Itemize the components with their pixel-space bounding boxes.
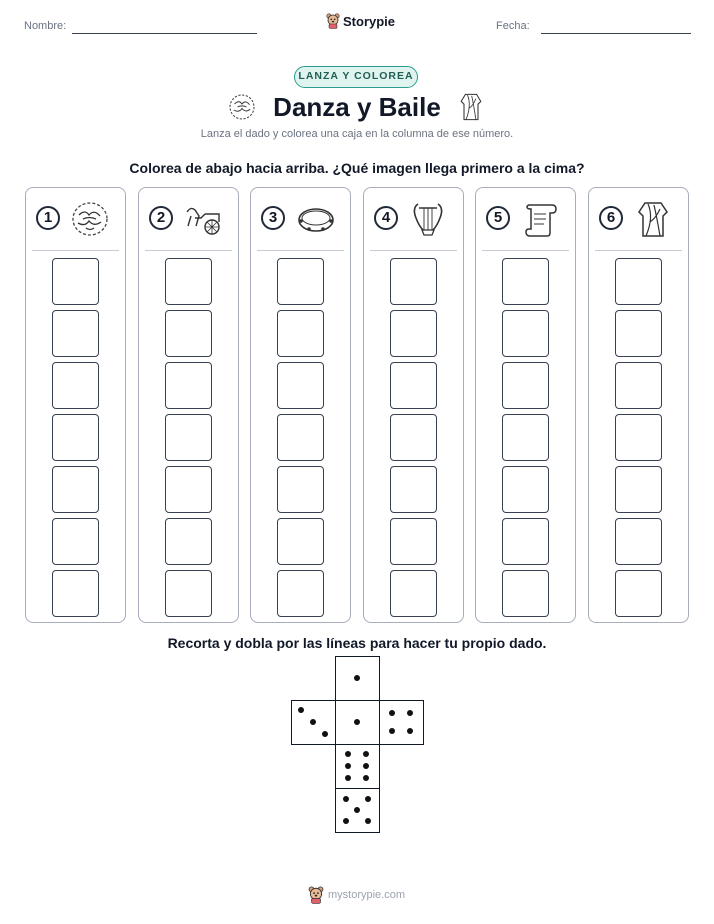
color-box[interactable] xyxy=(502,310,549,357)
color-box[interactable] xyxy=(390,258,437,305)
color-box[interactable] xyxy=(390,518,437,565)
name-label: Nombre: xyxy=(24,20,67,32)
color-box[interactable] xyxy=(165,414,212,461)
column-2 xyxy=(138,187,239,623)
color-box[interactable] xyxy=(277,362,324,409)
color-box[interactable] xyxy=(52,466,99,513)
column-6 xyxy=(588,187,689,623)
color-box[interactable] xyxy=(277,518,324,565)
die-pip xyxy=(322,731,328,737)
color-box[interactable] xyxy=(615,310,662,357)
laurel-wreath-icon xyxy=(70,200,110,238)
name-line[interactable] xyxy=(72,33,257,34)
subtitle: Lanza el dado y colorea una caja en la columna de ese número. xyxy=(200,128,514,140)
die-pip xyxy=(343,796,349,802)
column-divider xyxy=(145,250,232,251)
die-pip xyxy=(365,796,371,802)
die-pip xyxy=(363,775,369,781)
die-pip xyxy=(365,818,371,824)
column-number: 4 xyxy=(374,206,398,230)
die-face-4 xyxy=(379,700,424,745)
color-box[interactable] xyxy=(502,362,549,409)
column-1 xyxy=(25,187,126,623)
color-box[interactable] xyxy=(277,414,324,461)
column-4 xyxy=(363,187,464,623)
die-instruction: Recorta y dobla por las líneas para hacer tu propio dado. xyxy=(167,635,547,651)
color-box[interactable] xyxy=(165,466,212,513)
scroll-icon xyxy=(520,200,560,238)
column-number: 1 xyxy=(36,206,60,230)
color-box[interactable] xyxy=(165,310,212,357)
column-divider xyxy=(595,250,682,251)
bear-mascot-icon xyxy=(326,13,340,29)
toga-icon xyxy=(457,91,485,123)
die-pip xyxy=(407,710,413,716)
color-box[interactable] xyxy=(52,362,99,409)
color-box[interactable] xyxy=(165,362,212,409)
die-face-3 xyxy=(291,700,336,745)
column-5 xyxy=(475,187,576,623)
die-pip xyxy=(345,751,351,757)
footer-url[interactable]: mystorypie.com xyxy=(328,889,406,901)
color-box[interactable] xyxy=(502,466,549,513)
die-pip xyxy=(363,763,369,769)
color-box[interactable] xyxy=(52,310,99,357)
color-box[interactable] xyxy=(615,466,662,513)
die-face-1 xyxy=(335,700,380,745)
activity-badge: LANZA Y COLOREA xyxy=(294,66,418,88)
brand-name: Storypie xyxy=(343,13,396,29)
color-box[interactable] xyxy=(277,466,324,513)
column-number: 5 xyxy=(486,206,510,230)
column-divider xyxy=(257,250,344,251)
color-box[interactable] xyxy=(502,414,549,461)
date-label: Fecha: xyxy=(496,20,530,32)
color-box[interactable] xyxy=(615,362,662,409)
color-box[interactable] xyxy=(52,414,99,461)
die-pip xyxy=(407,728,413,734)
die-face-1 xyxy=(335,656,380,701)
column-divider xyxy=(482,250,569,251)
column-3 xyxy=(250,187,351,623)
color-box[interactable] xyxy=(390,310,437,357)
column-number: 3 xyxy=(261,206,285,230)
color-box[interactable] xyxy=(502,518,549,565)
bear-mascot-icon xyxy=(308,886,324,904)
color-box[interactable] xyxy=(277,310,324,357)
color-box[interactable] xyxy=(615,570,662,617)
column-divider xyxy=(32,250,119,251)
die-pip xyxy=(354,719,360,725)
column-divider xyxy=(370,250,457,251)
column-number: 6 xyxy=(599,206,623,230)
color-box[interactable] xyxy=(502,258,549,305)
column-number: 2 xyxy=(149,206,173,230)
color-box[interactable] xyxy=(615,258,662,305)
color-box[interactable] xyxy=(52,258,99,305)
toga-icon xyxy=(633,200,673,238)
color-box[interactable] xyxy=(390,466,437,513)
lyre-icon xyxy=(408,200,448,238)
tambourine-icon xyxy=(295,200,335,238)
color-box[interactable] xyxy=(390,362,437,409)
color-box[interactable] xyxy=(615,414,662,461)
die-pip xyxy=(354,807,360,813)
instruction-text: Colorea de abajo hacia arriba. ¿Qué imagen llega primero a la cima? xyxy=(129,160,585,176)
die-pip xyxy=(310,719,316,725)
die-pip xyxy=(343,818,349,824)
die-pip xyxy=(354,675,360,681)
chariot-icon xyxy=(183,200,223,238)
die-pip xyxy=(389,710,395,716)
color-box[interactable] xyxy=(390,414,437,461)
die-pip xyxy=(389,728,395,734)
die-pip xyxy=(345,775,351,781)
color-box[interactable] xyxy=(390,570,437,617)
color-box[interactable] xyxy=(52,518,99,565)
page-title: Danza y Baile xyxy=(273,92,441,122)
die-face-5 xyxy=(335,788,380,833)
brand-logo xyxy=(326,13,395,29)
die-pip xyxy=(363,751,369,757)
footer xyxy=(308,886,405,904)
die-face-6 xyxy=(335,744,380,789)
color-box[interactable] xyxy=(277,258,324,305)
date-line[interactable] xyxy=(541,33,691,34)
color-box[interactable] xyxy=(165,518,212,565)
color-box[interactable] xyxy=(277,570,324,617)
color-box[interactable] xyxy=(502,570,549,617)
die-pip xyxy=(345,763,351,769)
color-box[interactable] xyxy=(165,570,212,617)
die-pip xyxy=(298,707,304,713)
color-box[interactable] xyxy=(615,518,662,565)
color-box[interactable] xyxy=(165,258,212,305)
color-box[interactable] xyxy=(52,570,99,617)
